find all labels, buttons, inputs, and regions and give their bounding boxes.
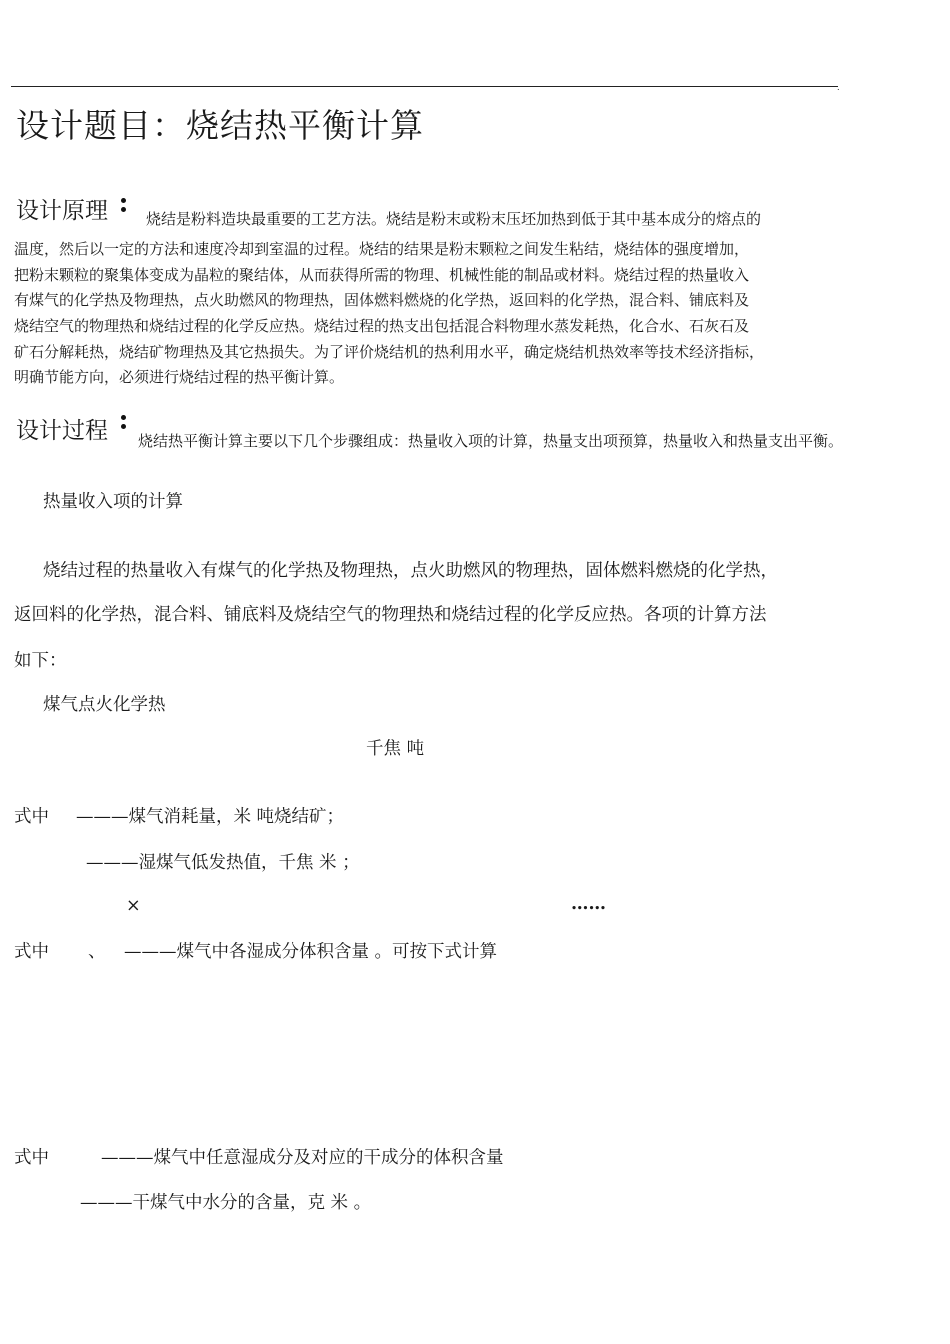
gas-ignition-heading: 煤气点火化学热 <box>43 695 166 715</box>
where-3-line-1: ———煤气中任意湿成分及对应的干成分的体积含量 <box>101 1148 504 1168</box>
document-title: 设计题目：烧结热平衡计算 <box>16 106 424 145</box>
income-para-line-1: 烧结过程的热量收入有煤气的化学热及物理热，点火助燃风的物理热，固体燃料燃烧的化学热， <box>43 561 778 581</box>
where-1-line-1: ———煤气消耗量，米 吨烧结矿； <box>76 807 345 827</box>
where-2-prefix: 式中 <box>14 942 49 962</box>
principle-line-4: 有煤气的化学热及物理热，点火助燃风的物理热，固体燃料燃烧的化学热，返回料的化学热，混合料、铺底料及 <box>14 291 750 309</box>
header-rule <box>11 86 838 87</box>
times-sign: × <box>126 896 141 916</box>
where-1-line-2: ———湿煤气低发热值，千焦 米 ； <box>86 853 360 873</box>
process-intro: 烧结热平衡计算主要以下几个步骤组成：热量收入项的计算，热量支出项预算，热量收入和热量支出平衡。 <box>138 432 844 450</box>
principle-heading-colon <box>121 198 127 216</box>
principle-heading: 设计原理 <box>16 198 108 224</box>
where-3-prefix: 式中 <box>14 1148 49 1168</box>
income-para-line-3: 如下： <box>14 651 67 671</box>
process-heading-colon <box>121 415 127 433</box>
principle-line-1: 烧结是粉料造块最重要的工艺方法。烧结是粉末或粉末压坯加热到低于其中基本成分的熔点的 <box>146 210 762 228</box>
principle-line-2: 温度，然后以一定的方法和速度冷却到室温的过程。烧结的结果是粉末颗粒之间发生粘结，烧结体的强度增加， <box>14 240 750 258</box>
income-para-line-2: 返回料的化学热，混合料、铺底料及烧结空气的物理热和烧结过程的化学反应热。各项的计算方法 <box>14 605 767 625</box>
where-1-prefix: 式中 <box>14 807 49 827</box>
principle-line-7: 明确节能方向，必须进行烧结过程的热平衡计算。 <box>14 368 345 386</box>
process-heading: 设计过程 <box>16 418 108 444</box>
where-2-text: ———煤气中各湿成分体积含量 。可按下式计算 <box>124 942 498 962</box>
income-heading: 热量收入项的计算 <box>43 492 183 512</box>
where-3-line-2: ———干煤气中水分的含量，克 米 。 <box>80 1193 372 1213</box>
where-2-separator: 、 <box>88 942 106 962</box>
formula-unit: 千焦 吨 <box>366 739 425 759</box>
principle-line-5: 烧结空气的物理热和烧结过程的化学反应热。烧结过程的热支出包括混合料物理水蒸发耗热，化合水、石灰石及 <box>14 317 750 335</box>
formula-ellipsis: …… <box>571 894 606 914</box>
principle-line-3: 把粉末颗粒的聚集体变成为晶粒的聚结体，从而获得所需的物理、机械性能的制品或材料。烧结过程的热量收入 <box>14 266 750 284</box>
principle-line-6: 矿石分解耗热，烧结矿物理热及其它热损失。为了评价烧结机的热利用水平，确定烧结机热效率等技术经济指标， <box>14 343 765 361</box>
header-rule-mark: . <box>837 83 840 92</box>
